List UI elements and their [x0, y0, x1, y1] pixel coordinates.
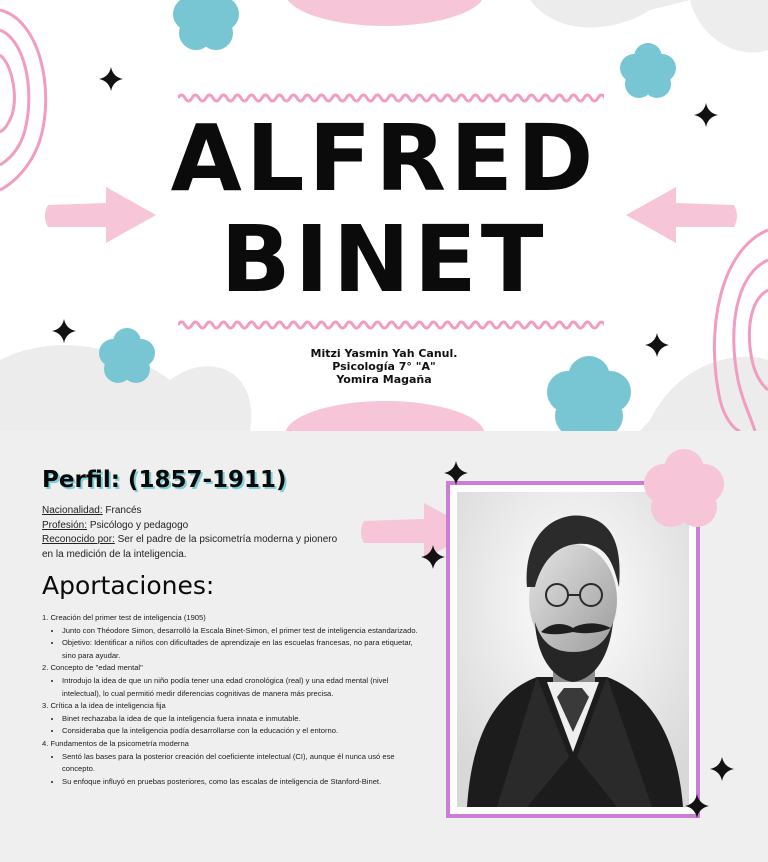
- contributions-heading: Aportaciones:: [42, 571, 215, 600]
- profile-info: [42, 504, 342, 562]
- sparkle-icon: [51, 318, 77, 344]
- wave-divider: [178, 91, 604, 105]
- flower-icon: [612, 38, 684, 104]
- portrait-photo: [457, 492, 689, 807]
- contribution-bullets: [42, 713, 422, 738]
- flower-icon: [632, 443, 736, 535]
- course-name: Psicología 7° "A": [332, 360, 436, 373]
- portrait-illustration: [457, 492, 689, 807]
- known-label: Reconocido por:: [42, 534, 115, 545]
- teacher-name: Yomira Magaña: [336, 373, 432, 386]
- flower-icon: [158, 0, 254, 56]
- contribution-section-title: 3. Crítica a la idea de inteligencia fija: [42, 701, 166, 711]
- contribution-bullet: • Consideraba que la inteligencia podía desarrollarse con la educación y el entorno.: [62, 725, 422, 738]
- known-value: Ser el padre de la psicometría moderna y pionero en la medición de la inteligencia.: [42, 534, 338, 560]
- wave-divider: [178, 318, 604, 332]
- sparkle-icon: [420, 544, 446, 570]
- profile-slide: [0, 431, 768, 862]
- sparkle-icon: [98, 66, 124, 92]
- credits: [0, 347, 768, 386]
- contribution-bullets: [42, 751, 422, 789]
- title-line-1: ALFRED: [170, 105, 598, 212]
- profession-label: Profesión:: [42, 519, 88, 531]
- author-name: Mitzi Yasmin Yah Canul.: [310, 347, 458, 360]
- contribution-bullets: [42, 625, 422, 663]
- contribution-bullet: • Objetivo: Identificar a niños con dificultades de aprendizaje en las escuelas francesas, no para etiquetar, sino para ayudar.: [62, 637, 422, 662]
- profession-value: Psicólogo y pedagogo: [89, 519, 189, 531]
- contribution-section-title: 2. Concepto de "edad mental": [42, 663, 143, 673]
- profile-heading: Perfil: (1857-1911): [42, 467, 287, 493]
- contribution-bullet: • Binet rechazaba la idea de que la inteligencia fuera innata e inmutable.: [62, 713, 422, 726]
- nationality-label: Nacionalidad:: [42, 505, 103, 516]
- sparkle-icon: [443, 460, 469, 486]
- contribution-bullet: • Junto con Théodore Simon, desarrolló la Escala Binet-Simon, el primer test de inteligencia estandarizado.: [62, 625, 422, 638]
- contribution-bullet: • Sentó las bases para la posterior creación del coeficiente intelectual (CI), aunque él nunca usó ese concepto.: [62, 751, 422, 776]
- sparkle-icon: [709, 756, 735, 782]
- contribution-bullets: [42, 675, 422, 700]
- nationality-value: Francés: [105, 505, 142, 516]
- contribution-section-title: 1. Creación del primer test de inteligencia (1905): [42, 613, 206, 622]
- contribution-bullet: • Introdujo la idea de que un niño podía tener una edad cronológica (real) y una edad mental (nivel intelectual), lo cual permitió medir diferencias cognitivas de manera más precisa.: [62, 675, 422, 700]
- contribution-bullet: • Su enfoque influyó en pruebas posteriores, como las escalas de inteligencia de Stanford-Binet.: [62, 776, 422, 789]
- title-line-2: BINET: [220, 206, 548, 313]
- contribution-section-title: 4. Fundamentos de la psicometría moderna: [42, 738, 189, 748]
- sparkle-icon: [684, 793, 710, 819]
- contributions-list: [42, 612, 422, 788]
